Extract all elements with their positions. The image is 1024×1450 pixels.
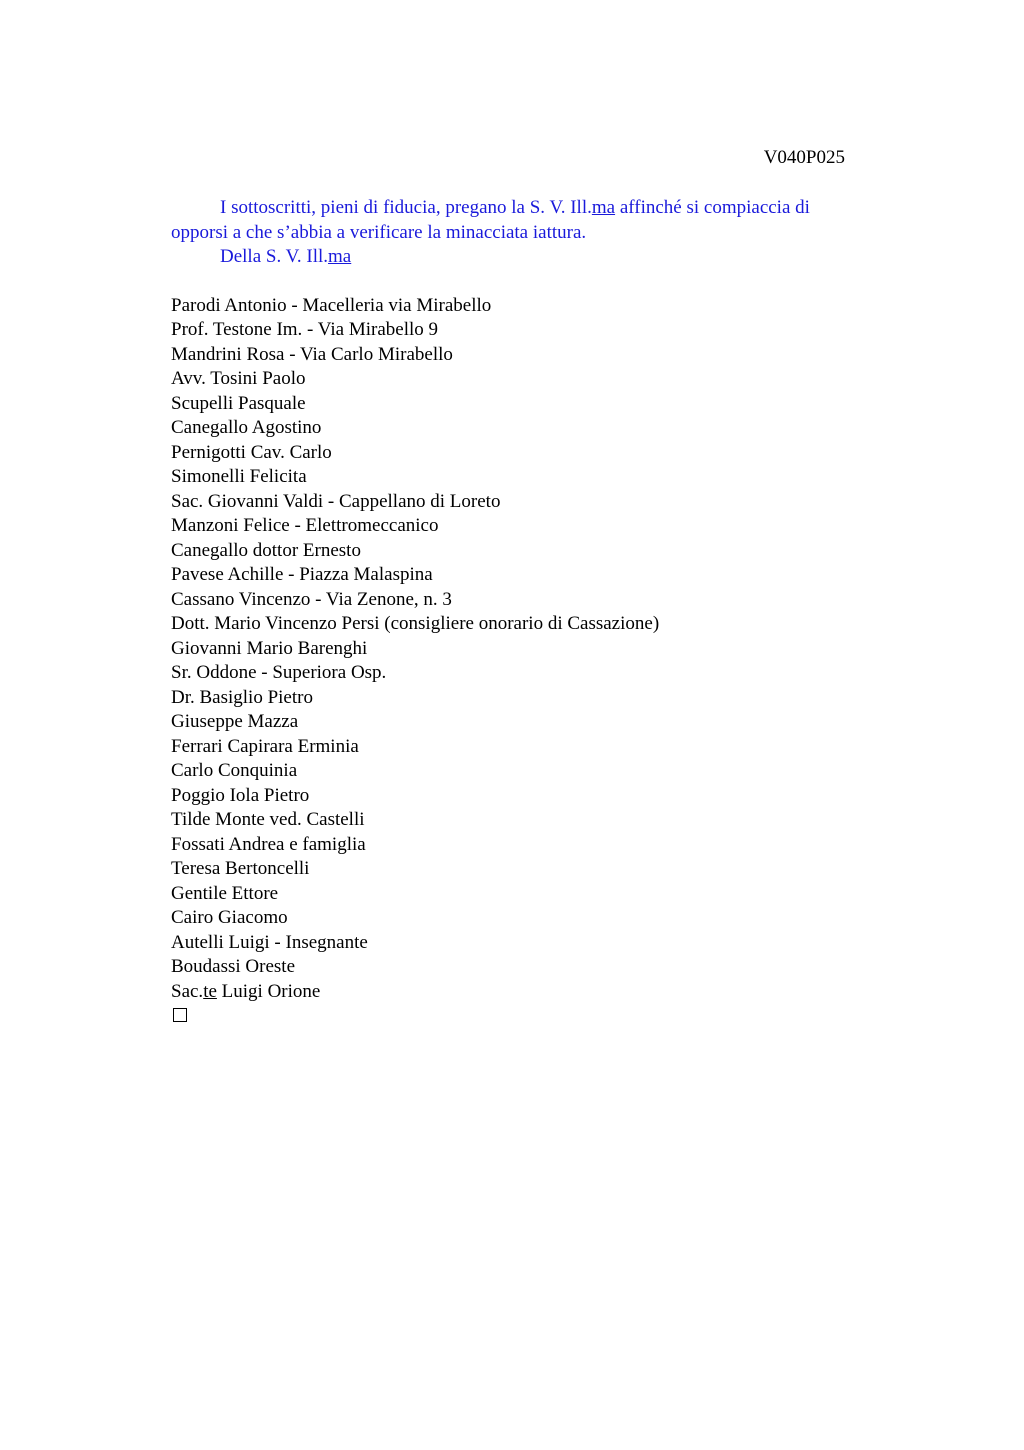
signatory: Sr. Oddone - Superiora Osp. [171,662,387,683]
closing-abbrev: ma [328,246,352,267]
signatory: Prof. Testone Im. - Via Mirabello 9 [171,319,439,340]
signatory: Giovanni Mario Barenghi [171,637,368,659]
signatory: Avv. Tosini Paolo [171,368,306,389]
signatory: Dr. Basiglio Pietro [171,686,313,708]
signatory: Mandrini Rosa - Via Carlo Mirabello [171,343,453,365]
intro-request [171,196,845,245]
intro-paragraph [171,196,845,270]
last-sig-after: Luigi Orione [216,980,321,1002]
checkbox-square-icon [173,1008,187,1022]
signatory-last [171,980,845,1005]
signatories-list [171,294,845,1030]
signatory: Simonelli Felicita [171,466,307,487]
signatory: Scupelli Pasquale [171,392,306,414]
closing-text: Della S. V. Ill. [220,246,329,267]
last-sig-abbrev: te [203,980,217,1002]
signatory: Tilde Monte ved. Castelli [171,809,365,830]
signatory: Poggio Iola Pietro [171,784,310,806]
signatory: Pernigotti Cav. Carlo [171,441,332,463]
signatory: Manzoni Felice - Elettromeccanico [171,515,439,536]
signatory: Giuseppe Mazza [171,711,299,732]
signatory: Autelli Luigi - Insegnante [171,931,368,953]
signatory: Canegallo dottor Ernesto [171,539,361,561]
intro-text-2: affinché si compiaccia di opporsi a che s’abbia a verificare la minacciata iattura. [171,197,810,243]
intro-abbrev-1: ma [591,197,616,218]
signatory: Sac. Giovanni Valdi - Cappellano di Loreto [171,490,501,512]
signatory: Parodi Antonio - Macelleria via Mirabello [171,294,492,316]
signatory: Boudassi Oreste [171,956,296,977]
intro-text-1: I sottoscritti, pieni di fiducia, pregano la S. V. Ill. [220,197,592,218]
signatory: Fossati Andrea e famiglia [171,833,366,855]
signatory: Pavese Achille - Piazza Malaspina [171,564,433,585]
intro-closing [171,245,845,270]
page-id: V040P025 [763,147,845,168]
signatory: Dott. Mario Vincenzo Persi (consigliere onorario di Cassazione) [171,613,660,634]
document-page [171,146,845,1030]
signatory: Carlo Conquinia [171,760,298,781]
signatory: Teresa Bertoncelli [171,858,310,879]
last-sig-before: Sac. [171,980,204,1002]
signatory: Canegallo Agostino [171,417,322,438]
signatory: Cairo Giacomo [171,907,288,928]
signatory: Gentile Ettore [171,882,279,904]
signatory: Ferrari Capirara Erminia [171,735,359,757]
end-marker [171,1004,845,1030]
signatory: Cassano Vincenzo - Via Zenone, n. 3 [171,588,452,610]
